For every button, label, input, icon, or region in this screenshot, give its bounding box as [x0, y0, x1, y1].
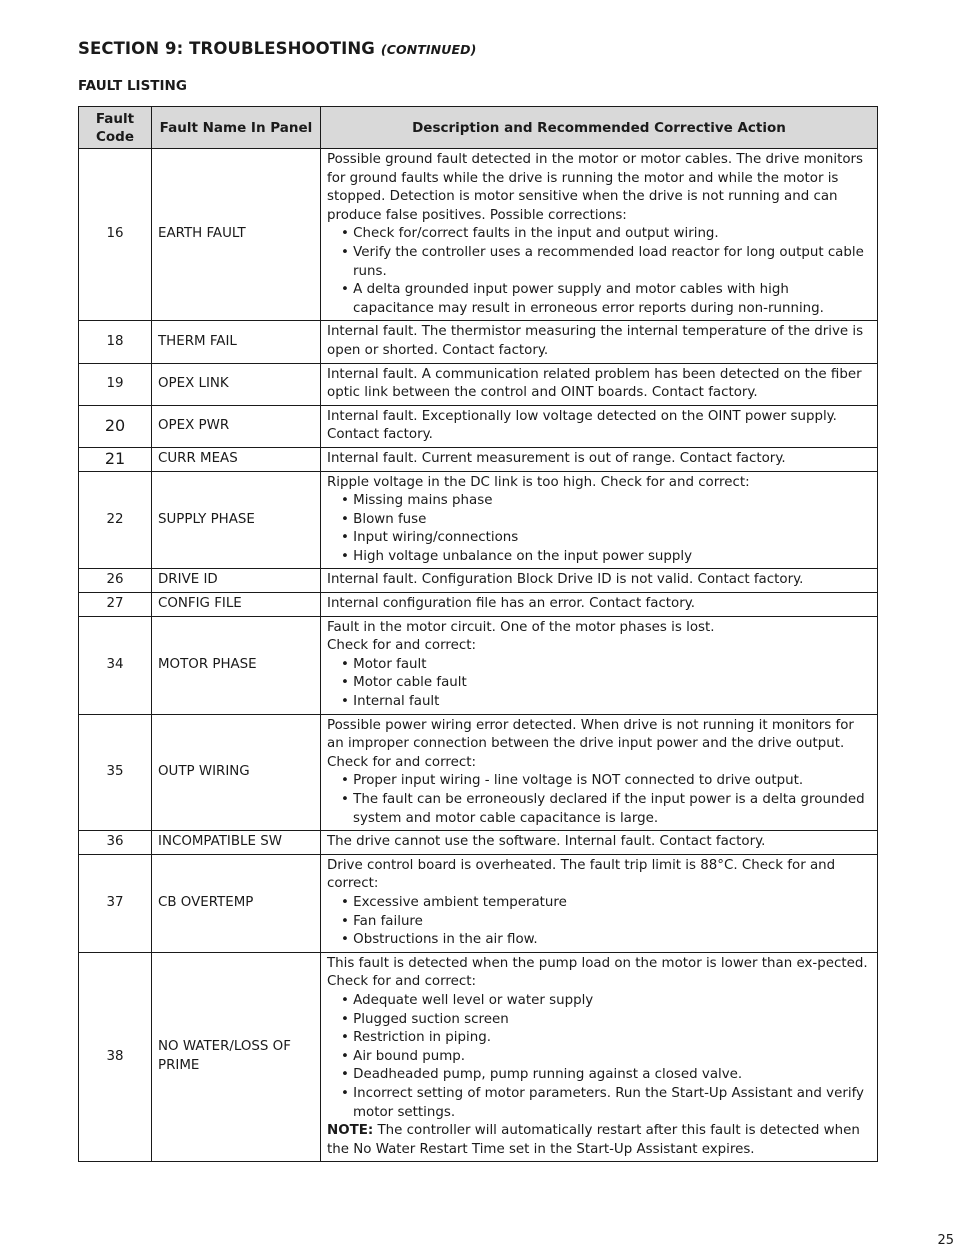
- fault-name: CURR MEAS: [152, 447, 321, 471]
- description-text: Internal configuration file has an error. Contact factory.: [327, 596, 696, 612]
- fault-name: THERM FAIL: [152, 321, 321, 363]
- list-item: • The fault can be erroneously declared if the input power is a delta grounded system and motor cable capacitance is large.: [327, 791, 871, 828]
- corrective-action-list: [327, 772, 871, 828]
- table-row: [79, 854, 878, 952]
- fault-description: [321, 321, 878, 363]
- list-item: • Obstructions in the air flow.: [327, 931, 871, 950]
- table-row: [79, 447, 878, 471]
- fault-description: [321, 854, 878, 952]
- fault-name: MOTOR PHASE: [152, 616, 321, 714]
- corrective-action-list: [327, 656, 871, 712]
- column-header-fault-code: Fault Code: [79, 107, 152, 149]
- fault-code: 38: [79, 952, 152, 1162]
- table-row: [79, 149, 878, 321]
- corrective-action-list: [327, 225, 871, 318]
- fault-code: 19: [79, 363, 152, 405]
- description-text: Possible power wiring error detected. When drive is not running it monitors for an improper connection between the drive input power and the drive output. Check for and correct:: [327, 717, 854, 770]
- list-item: • Fan failure: [327, 913, 871, 932]
- list-item: • Motor fault: [327, 656, 871, 675]
- column-header-fault-name: Fault Name In Panel: [152, 107, 321, 149]
- table-row: [79, 363, 878, 405]
- fault-description: [321, 363, 878, 405]
- fault-description: [321, 569, 878, 593]
- list-item: • Input wiring/connections: [327, 529, 871, 548]
- description-text: Drive control board is overheated. The fault trip limit is 88°C. Check for and correct:: [327, 857, 836, 892]
- fault-code: 34: [79, 616, 152, 714]
- description-text: Possible ground fault detected in the motor or motor cables. The drive monitors for ground faults while the drive is running the motor and while the motor is stopped. Detection is motor sensitive when the drive is not running and can produce false positives. Possible corrections:: [327, 152, 864, 223]
- fault-name: OUTP WIRING: [152, 714, 321, 831]
- fault-description: [321, 405, 878, 447]
- fault-description: [321, 447, 878, 471]
- fault-description: [321, 471, 878, 569]
- description-text: Internal fault. Current measurement is out of range. Contact factory.: [327, 450, 786, 466]
- description-text: The drive cannot use the software. Internal fault. Contact factory.: [327, 834, 766, 850]
- fault-code: 26: [79, 569, 152, 593]
- table-row: [79, 952, 878, 1162]
- list-item: • Deadheaded pump, pump running against a closed valve.: [327, 1066, 871, 1085]
- table-row: [79, 569, 878, 593]
- fault-name: CB OVERTEMP: [152, 854, 321, 952]
- fault-name: SUPPLY PHASE: [152, 471, 321, 569]
- fault-listing-heading: FAULT LISTING: [78, 78, 187, 94]
- fault-code: 18: [79, 321, 152, 363]
- list-item: • Missing mains phase: [327, 492, 871, 511]
- table-row: [79, 321, 878, 363]
- corrective-action-list: [327, 492, 871, 566]
- fault-code: 27: [79, 593, 152, 617]
- fault-description: [321, 593, 878, 617]
- fault-description: [321, 952, 878, 1162]
- fault-name: CONFIG FILE: [152, 593, 321, 617]
- fault-code: 37: [79, 854, 152, 952]
- list-item: • A delta grounded input power supply and motor cables with high capacitance may result in erroneous error reports during non-running.: [327, 281, 871, 318]
- list-item: • Verify the controller uses a recommended load reactor for long output cable runs.: [327, 244, 871, 281]
- section-title-text: SECTION 9: TROUBLESHOOTING: [78, 39, 375, 58]
- list-item: • Motor cable fault: [327, 674, 871, 693]
- list-item: • Excessive ambient temperature: [327, 894, 871, 913]
- fault-description: [321, 831, 878, 855]
- table-header-row: [79, 107, 878, 149]
- list-item: • Internal fault: [327, 693, 871, 712]
- document-page: [78, 38, 954, 1248]
- fault-code: 21: [79, 447, 152, 471]
- note: [327, 1122, 871, 1159]
- fault-name: OPEX PWR: [152, 405, 321, 447]
- fault-description: [321, 149, 878, 321]
- fault-code: 16: [79, 149, 152, 321]
- fault-description: [321, 714, 878, 831]
- table-row: [79, 471, 878, 569]
- fault-name: NO WATER/LOSS OF PRIME: [152, 952, 321, 1162]
- corrective-action-list: [327, 992, 871, 1122]
- table-row: [79, 714, 878, 831]
- table-row: [79, 831, 878, 855]
- list-item: • Check for/correct faults in the input and output wiring.: [327, 225, 871, 244]
- page-number: 25: [937, 1233, 954, 1248]
- fault-table: [78, 106, 878, 1162]
- corrective-action-list: [327, 894, 871, 950]
- list-item: • Air bound pump.: [327, 1048, 871, 1067]
- description-text: Internal fault. A communication related problem has been detected on the fiber optic link between the control and OINT boards. Contact factory.: [327, 366, 862, 401]
- list-item: • Plugged suction screen: [327, 1011, 871, 1030]
- fault-name: INCOMPATIBLE SW: [152, 831, 321, 855]
- note-label: NOTE:: [327, 1123, 374, 1139]
- description-text: Internal fault. Configuration Block Drive ID is not valid. Contact factory.: [327, 572, 804, 588]
- description-text: Internal fault. The thermistor measuring the internal temperature of the drive is open or shorted. Contact factory.: [327, 324, 864, 358]
- column-header-description: Description and Recommended Corrective Action: [321, 107, 878, 149]
- list-item: • Proper input wiring - line voltage is NOT connected to drive output.: [327, 772, 871, 791]
- table-row: [79, 593, 878, 617]
- description-text-secondary: Check for and correct:: [327, 638, 476, 654]
- list-item: • Incorrect setting of motor parameters. Run the Start-Up Assistant and verify motor settings.: [327, 1085, 871, 1122]
- description-text: This fault is detected when the pump load on the motor is lower than ex-pected. Check for and correct:: [327, 955, 868, 990]
- table-row: [79, 616, 878, 714]
- continued-label: (CONTINUED): [380, 42, 477, 57]
- fault-name: DRIVE ID: [152, 569, 321, 593]
- fault-name: OPEX LINK: [152, 363, 321, 405]
- list-item: • Blown fuse: [327, 511, 871, 530]
- fault-table-body: [79, 149, 878, 1162]
- fault-code: 22: [79, 471, 152, 569]
- description-text: Fault in the motor circuit. One of the motor phases is lost.: [327, 619, 715, 635]
- list-item: • High voltage unbalance on the input power supply: [327, 548, 871, 567]
- fault-name: EARTH FAULT: [152, 149, 321, 321]
- fault-description: [321, 616, 878, 714]
- fault-code: 36: [79, 831, 152, 855]
- table-row: [79, 405, 878, 447]
- note-text: The controller will automatically restart after this fault is detected when the No Water Restart Time set in the Start-Up Assistant expires.: [327, 1123, 860, 1157]
- description-text: Ripple voltage in the DC link is too high. Check for and correct:: [327, 474, 750, 490]
- list-item: • Adequate well level or water supply: [327, 992, 871, 1011]
- fault-code: 35: [79, 714, 152, 831]
- list-item: • Restriction in piping.: [327, 1029, 871, 1048]
- fault-code: 20: [79, 405, 152, 447]
- description-text: Internal fault. Exceptionally low voltage detected on the OINT power supply. Contact factory.: [327, 408, 837, 443]
- section-title: [78, 38, 877, 61]
